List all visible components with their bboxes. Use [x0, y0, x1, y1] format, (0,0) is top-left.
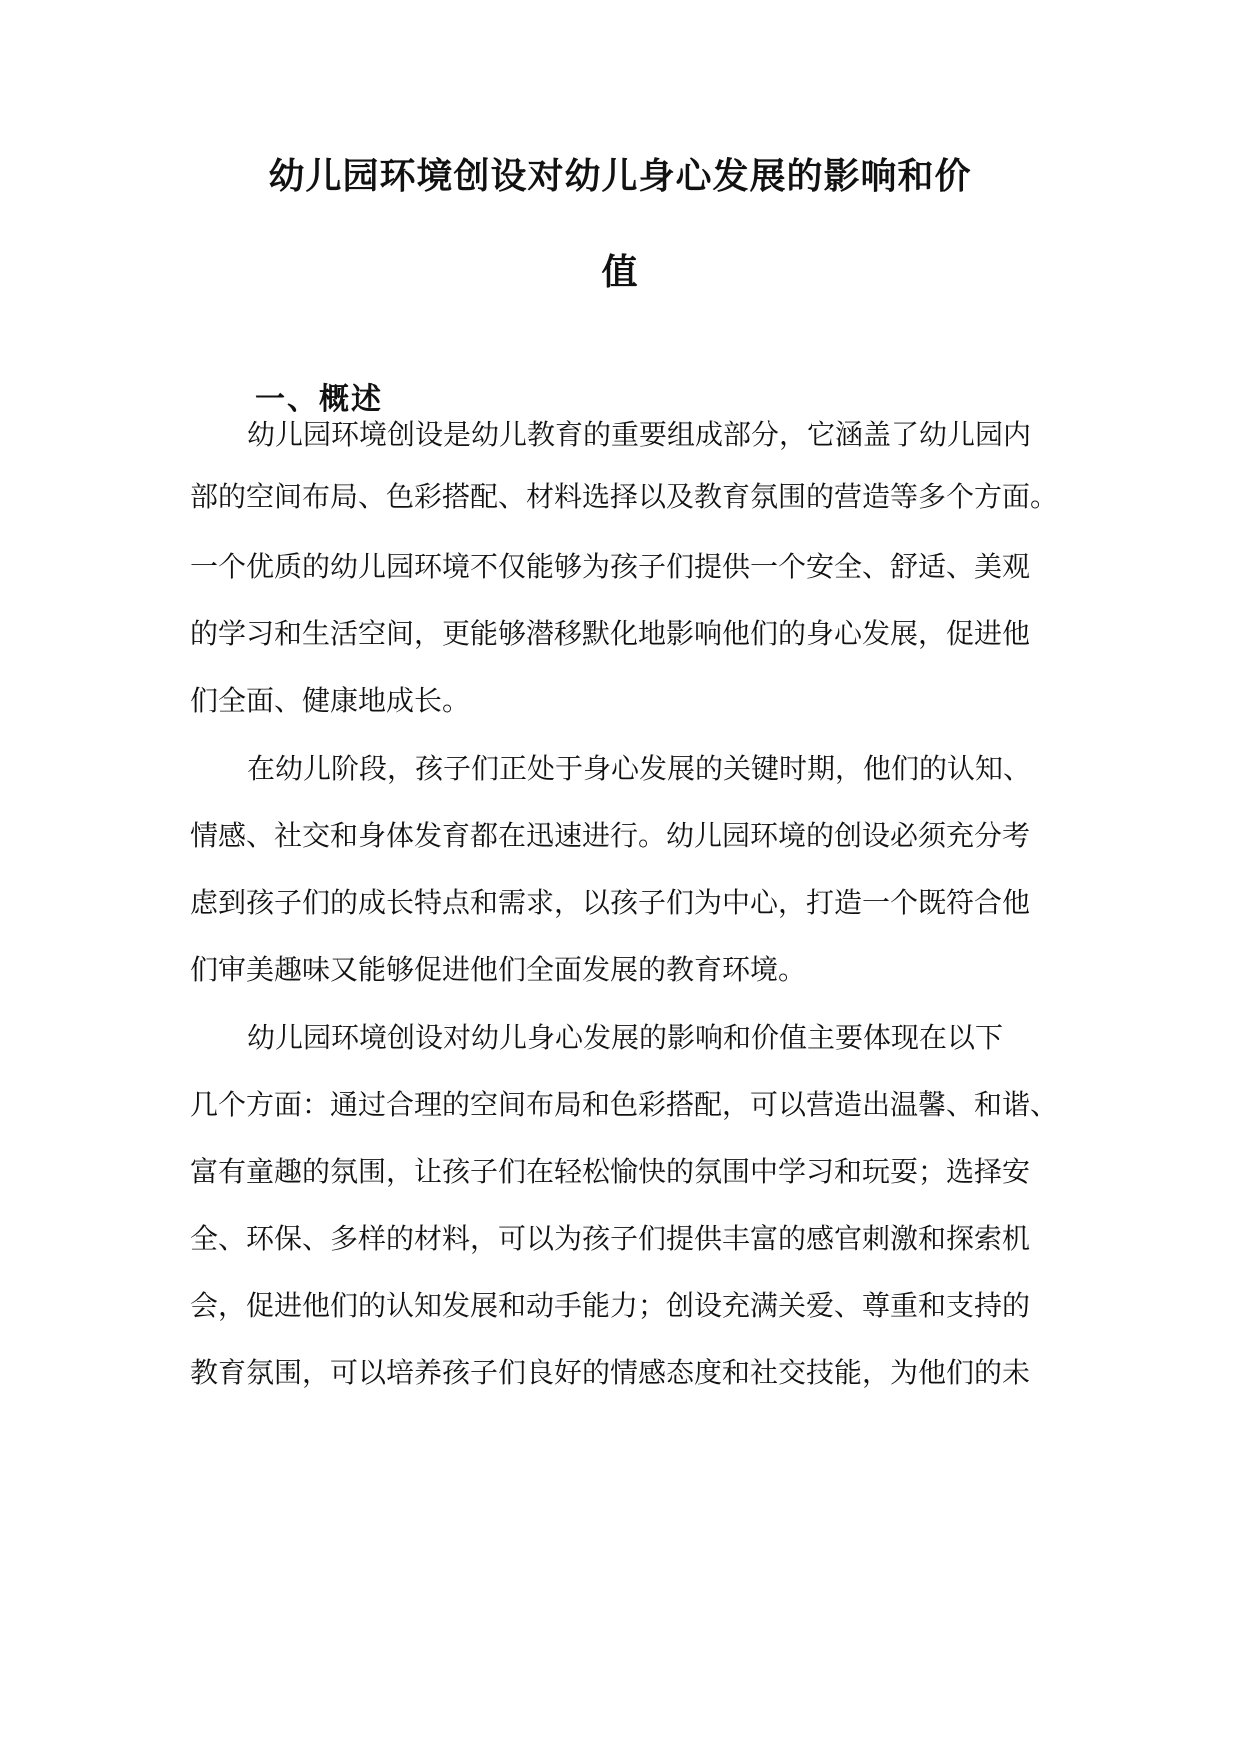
paragraph-1-line-5: 们全面、健康地成长。	[190, 684, 471, 717]
paragraph-2-line-1: 在幼儿阶段，孩子们正处于身心发展的关键时期，他们的认知、	[247, 752, 1032, 785]
paragraph-1-line-1: 幼儿园环境创设是幼儿教育的重要组成部分，它涵盖了幼儿园内	[247, 418, 1032, 451]
paragraph-1-line-3: 一个优质的幼儿园环境不仅能够为孩子们提供一个安全、舒适、美观	[190, 550, 1031, 583]
paragraph-2-line-4: 们审美趣味又能够促进他们全面发展的教育环境。	[190, 953, 807, 986]
paragraph-2-line-2: 情感、社交和身体发育都在迅速进行。幼儿园环境的创设必须充分考	[190, 819, 1031, 852]
paragraph-3-line-6: 教育氛围，可以培养孩子们良好的情感态度和社交技能，为他们的未	[190, 1356, 1031, 1389]
title-line-2: 值	[601, 251, 639, 293]
paragraph-2-line-3: 虑到孩子们的成长特点和需求，以孩子们为中心，打造一个既符合他	[190, 886, 1031, 919]
paragraph-3-line-2: 几个方面：通过合理的空间布局和色彩搭配，可以营造出温馨、和谐、	[190, 1088, 1059, 1121]
paragraph-3-line-4: 全、环保、多样的材料，可以为孩子们提供丰富的感官刺激和探索机	[190, 1222, 1031, 1255]
paragraph-3-line-1: 幼儿园环境创设对幼儿身心发展的影响和价值主要体现在以下	[247, 1021, 1004, 1054]
paragraph-1-line-2: 部的空间布局、色彩搭配、材料选择以及教育氛围的营造等多个方面。	[190, 480, 1059, 513]
paragraph-3-line-5: 会，促进他们的认知发展和动手能力；创设充满关爱、尊重和支持的	[190, 1289, 1031, 1322]
paragraph-1-line-4: 的学习和生活空间，更能够潜移默化地影响他们的身心发展，促进他	[190, 617, 1031, 650]
title-line-1: 幼儿园环境创设对幼儿身心发展的影响和价	[268, 155, 972, 197]
section-heading: 一、概述	[255, 382, 383, 417]
paragraph-3-line-3: 富有童趣的氛围，让孩子们在轻松愉快的氛围中学习和玩耍；选择安	[190, 1155, 1031, 1188]
